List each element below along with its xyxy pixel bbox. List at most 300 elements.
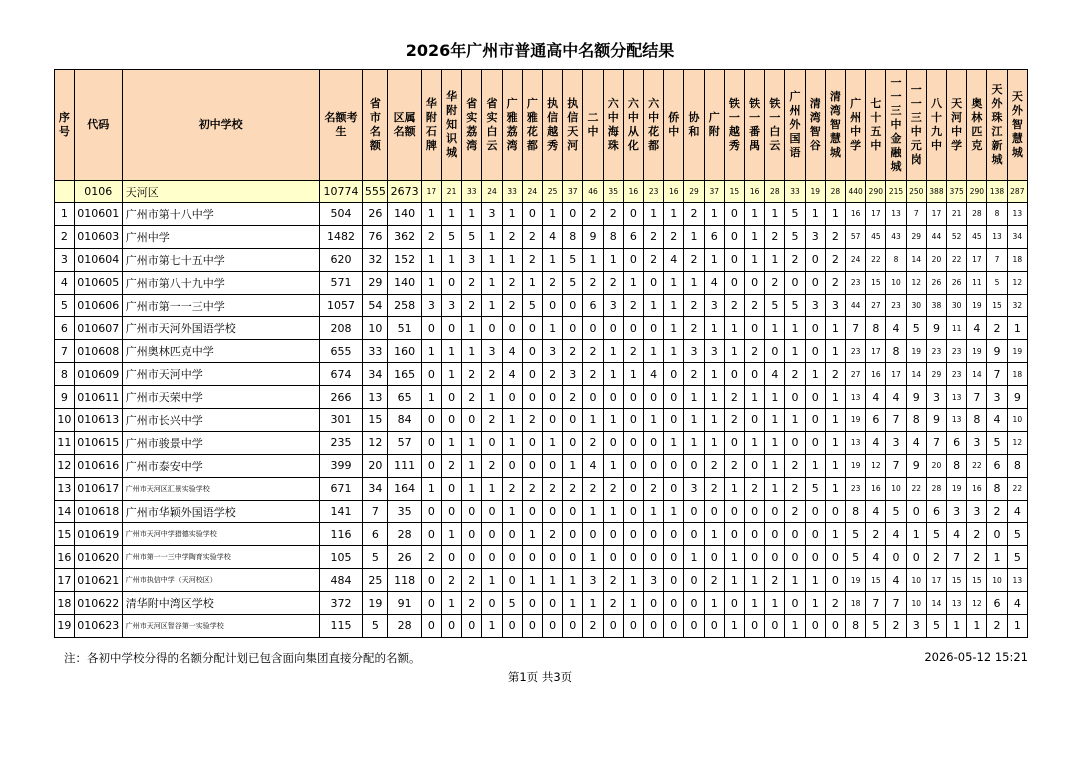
row-target-value: 4 bbox=[866, 546, 886, 569]
row-exam-count: 399 bbox=[319, 454, 363, 477]
row-target-value: 0 bbox=[603, 317, 623, 340]
row-exam-count: 674 bbox=[319, 363, 363, 386]
row-target-value: 23 bbox=[926, 340, 946, 363]
row-target-value: 0 bbox=[644, 592, 664, 615]
row-target-value: 6 bbox=[926, 500, 946, 523]
row-target-value: 0 bbox=[482, 546, 502, 569]
row-target-value: 0 bbox=[644, 386, 664, 409]
district-target-value: 35 bbox=[603, 181, 623, 203]
row-target-value: 0 bbox=[623, 203, 643, 226]
district-target-value: 375 bbox=[947, 181, 967, 203]
row-target-value: 4 bbox=[502, 340, 522, 363]
header-city-quota: 省市名额 bbox=[363, 70, 388, 181]
row-target-value: 0 bbox=[441, 409, 461, 432]
row-code: 010618 bbox=[74, 500, 122, 523]
row-target-value: 0 bbox=[805, 409, 825, 432]
row-target-value: 5 bbox=[785, 294, 805, 317]
row-target-value: 7 bbox=[866, 592, 886, 615]
row-target-value: 1 bbox=[704, 409, 724, 432]
row-exam-count: 235 bbox=[319, 431, 363, 454]
row-target-value: 1 bbox=[522, 569, 542, 592]
row-target-value: 1 bbox=[603, 340, 623, 363]
row-target-value: 0 bbox=[603, 546, 623, 569]
row-target-value: 1 bbox=[745, 386, 765, 409]
row-target-value: 4 bbox=[987, 409, 1007, 432]
row-target-value: 0 bbox=[603, 523, 623, 546]
row-target-value: 2 bbox=[462, 271, 482, 294]
row-target-value: 0 bbox=[724, 500, 744, 523]
row-target-value: 0 bbox=[745, 523, 765, 546]
row-target-value: 19 bbox=[967, 294, 987, 317]
row-target-value: 1 bbox=[664, 317, 684, 340]
row-target-value: 1 bbox=[664, 340, 684, 363]
row-target-value: 0 bbox=[724, 523, 744, 546]
district-target-value: 15 bbox=[724, 181, 744, 203]
row-target-value: 1 bbox=[987, 546, 1007, 569]
row-target-value: 0 bbox=[542, 546, 562, 569]
row-target-value: 1 bbox=[502, 500, 522, 523]
header-target-12: 侨中 bbox=[664, 70, 684, 181]
row-exam-count: 301 bbox=[319, 409, 363, 432]
row-target-value: 0 bbox=[522, 500, 542, 523]
row-code: 010622 bbox=[74, 592, 122, 615]
row-target-value: 0 bbox=[441, 500, 461, 523]
row-seq: 17 bbox=[55, 569, 75, 592]
row-target-value: 0 bbox=[805, 615, 825, 638]
row-seq: 6 bbox=[55, 317, 75, 340]
row-target-value: 45 bbox=[967, 225, 987, 248]
row-target-value: 2 bbox=[583, 477, 603, 500]
header-target-14: 广附 bbox=[704, 70, 724, 181]
row-target-value: 0 bbox=[522, 454, 542, 477]
table-row bbox=[55, 431, 1028, 454]
district-target-value: 21 bbox=[441, 181, 461, 203]
row-target-value: 3 bbox=[482, 340, 502, 363]
row-target-value: 5 bbox=[886, 500, 906, 523]
row-target-value: 0 bbox=[603, 615, 623, 638]
row-target-value: 0 bbox=[906, 546, 926, 569]
row-target-value: 2 bbox=[684, 203, 704, 226]
row-target-value: 0 bbox=[825, 615, 845, 638]
row-target-value: 0 bbox=[522, 203, 542, 226]
row-target-value: 1 bbox=[785, 569, 805, 592]
row-target-value: 1 bbox=[421, 340, 441, 363]
row-target-value: 0 bbox=[623, 477, 643, 500]
row-target-value: 5 bbox=[846, 523, 866, 546]
row-target-value: 7 bbox=[846, 317, 866, 340]
row-target-value: 2 bbox=[482, 409, 502, 432]
row-target-value: 0 bbox=[664, 477, 684, 500]
row-target-value: 1 bbox=[765, 203, 785, 226]
row-target-value: 4 bbox=[502, 363, 522, 386]
row-target-value: 1 bbox=[482, 615, 502, 638]
row-target-value: 2 bbox=[462, 592, 482, 615]
row-target-value: 0 bbox=[563, 546, 583, 569]
row-target-value: 27 bbox=[846, 363, 866, 386]
row-target-value: 0 bbox=[664, 592, 684, 615]
row-target-value: 0 bbox=[785, 386, 805, 409]
row-target-value: 0 bbox=[542, 615, 562, 638]
row-target-value: 8 bbox=[967, 409, 987, 432]
row-target-value: 23 bbox=[846, 271, 866, 294]
row-target-value: 8 bbox=[987, 477, 1007, 500]
row-target-value: 1 bbox=[704, 431, 724, 454]
row-target-value: 2 bbox=[785, 477, 805, 500]
row-target-value: 5 bbox=[866, 615, 886, 638]
row-target-value: 10 bbox=[906, 569, 926, 592]
row-target-value: 30 bbox=[947, 294, 967, 317]
row-target-value: 1 bbox=[644, 203, 664, 226]
row-target-value: 5 bbox=[563, 271, 583, 294]
row-target-value: 4 bbox=[1007, 500, 1027, 523]
row-target-value: 0 bbox=[785, 523, 805, 546]
row-target-value: 2 bbox=[765, 569, 785, 592]
row-target-value: 0 bbox=[421, 569, 441, 592]
row-target-value: 5 bbox=[441, 225, 461, 248]
row-target-value: 1 bbox=[664, 294, 684, 317]
row-target-value: 2 bbox=[522, 248, 542, 271]
district-target-value: 33 bbox=[785, 181, 805, 203]
row-target-value: 0 bbox=[664, 615, 684, 638]
row-school: 广州市第十八中学 bbox=[122, 203, 319, 226]
row-target-value: 1 bbox=[785, 409, 805, 432]
row-target-value: 6 bbox=[704, 225, 724, 248]
table-row bbox=[55, 386, 1028, 409]
row-target-value: 1 bbox=[623, 363, 643, 386]
row-target-value: 1 bbox=[563, 454, 583, 477]
row-target-value: 5 bbox=[805, 477, 825, 500]
row-target-value: 0 bbox=[421, 500, 441, 523]
district-name: 天河区 bbox=[122, 181, 319, 203]
row-target-value: 2 bbox=[603, 569, 623, 592]
row-district-quota: 35 bbox=[388, 500, 421, 523]
row-code: 010615 bbox=[74, 431, 122, 454]
row-target-value: 3 bbox=[684, 477, 704, 500]
row-district-quota: 26 bbox=[388, 546, 421, 569]
header-target-11: 六中花都 bbox=[644, 70, 664, 181]
row-target-value: 15 bbox=[866, 271, 886, 294]
district-target-value: 440 bbox=[846, 181, 866, 203]
row-target-value: 1 bbox=[684, 271, 704, 294]
row-district-quota: 140 bbox=[388, 271, 421, 294]
row-target-value: 45 bbox=[866, 225, 886, 248]
row-target-value: 15 bbox=[947, 569, 967, 592]
row-target-value: 1 bbox=[745, 569, 765, 592]
row-target-value: 28 bbox=[967, 203, 987, 226]
row-target-value: 19 bbox=[846, 454, 866, 477]
row-seq: 8 bbox=[55, 363, 75, 386]
row-target-value: 16 bbox=[866, 477, 886, 500]
row-target-value: 0 bbox=[644, 523, 664, 546]
row-target-value: 2 bbox=[583, 203, 603, 226]
header-target-10: 六中从化 bbox=[623, 70, 643, 181]
row-target-value: 2 bbox=[724, 386, 744, 409]
row-target-value: 14 bbox=[906, 363, 926, 386]
row-target-value: 7 bbox=[886, 409, 906, 432]
row-target-value: 15 bbox=[987, 294, 1007, 317]
row-target-value: 2 bbox=[462, 569, 482, 592]
header-target-4: 广雅荔湾 bbox=[502, 70, 522, 181]
row-target-value: 20 bbox=[926, 248, 946, 271]
row-target-value: 0 bbox=[522, 592, 542, 615]
district-target-value: 37 bbox=[704, 181, 724, 203]
row-target-value: 5 bbox=[563, 248, 583, 271]
row-target-value: 22 bbox=[1007, 477, 1027, 500]
row-target-value: 0 bbox=[724, 363, 744, 386]
row-target-value: 0 bbox=[441, 477, 461, 500]
district-target-value: 388 bbox=[926, 181, 946, 203]
row-target-value: 0 bbox=[684, 523, 704, 546]
row-target-value: 0 bbox=[664, 454, 684, 477]
row-target-value: 0 bbox=[745, 317, 765, 340]
row-target-value: 0 bbox=[542, 500, 562, 523]
row-seq: 10 bbox=[55, 409, 75, 432]
row-target-value: 0 bbox=[522, 431, 542, 454]
header-target-27: 奥林匹克 bbox=[967, 70, 987, 181]
row-target-value: 12 bbox=[1007, 271, 1027, 294]
row-code: 010609 bbox=[74, 363, 122, 386]
row-target-value: 0 bbox=[664, 409, 684, 432]
row-target-value: 0 bbox=[765, 546, 785, 569]
row-school: 广州市第八十九中学 bbox=[122, 271, 319, 294]
row-target-value: 0 bbox=[644, 454, 664, 477]
row-code: 010606 bbox=[74, 294, 122, 317]
row-target-value: 1 bbox=[724, 317, 744, 340]
row-target-value: 1 bbox=[684, 546, 704, 569]
row-target-value: 1 bbox=[724, 615, 744, 638]
row-target-value: 0 bbox=[502, 546, 522, 569]
row-target-value: 2 bbox=[542, 363, 562, 386]
row-school: 广州市执信中学（天河校区） bbox=[122, 569, 319, 592]
row-target-value: 30 bbox=[906, 294, 926, 317]
row-target-value: 3 bbox=[583, 569, 603, 592]
row-target-value: 6 bbox=[866, 409, 886, 432]
row-target-value: 5 bbox=[765, 294, 785, 317]
row-target-value: 0 bbox=[502, 317, 522, 340]
table-row bbox=[55, 340, 1028, 363]
row-code: 010603 bbox=[74, 225, 122, 248]
row-target-value: 0 bbox=[664, 386, 684, 409]
row-target-value: 1 bbox=[583, 248, 603, 271]
row-target-value: 2 bbox=[704, 477, 724, 500]
district-target-value: 23 bbox=[644, 181, 664, 203]
row-target-value: 1 bbox=[825, 340, 845, 363]
row-target-value: 0 bbox=[623, 431, 643, 454]
row-city-quota: 13 bbox=[363, 386, 388, 409]
table-row bbox=[55, 477, 1028, 500]
row-city-quota: 10 bbox=[363, 317, 388, 340]
row-target-value: 0 bbox=[664, 569, 684, 592]
row-target-value: 0 bbox=[441, 317, 461, 340]
row-target-value: 2 bbox=[987, 500, 1007, 523]
table-row bbox=[55, 294, 1028, 317]
row-target-value: 12 bbox=[967, 592, 987, 615]
row-target-value: 2 bbox=[563, 386, 583, 409]
row-target-value: 0 bbox=[421, 431, 441, 454]
row-target-value: 1 bbox=[482, 477, 502, 500]
row-target-value: 0 bbox=[765, 523, 785, 546]
row-exam-count: 116 bbox=[319, 523, 363, 546]
row-target-value: 0 bbox=[745, 546, 765, 569]
row-target-value: 3 bbox=[825, 294, 845, 317]
row-target-value: 2 bbox=[785, 500, 805, 523]
row-target-value: 1 bbox=[623, 271, 643, 294]
row-school: 广州市天河区智谷第一实验学校 bbox=[122, 615, 319, 638]
row-target-value: 8 bbox=[563, 225, 583, 248]
row-target-value: 1 bbox=[805, 203, 825, 226]
row-target-value: 1 bbox=[684, 431, 704, 454]
row-target-value: 0 bbox=[462, 500, 482, 523]
row-school: 广州市华颖外国语学校 bbox=[122, 500, 319, 523]
row-target-value: 1 bbox=[441, 363, 461, 386]
row-target-value: 1 bbox=[704, 523, 724, 546]
row-target-value: 2 bbox=[745, 477, 765, 500]
row-target-value: 2 bbox=[967, 523, 987, 546]
row-code: 010621 bbox=[74, 569, 122, 592]
row-target-value: 1 bbox=[785, 340, 805, 363]
row-target-value: 3 bbox=[441, 294, 461, 317]
row-target-value: 17 bbox=[866, 203, 886, 226]
header-exam-count: 名额考生 bbox=[319, 70, 363, 181]
row-target-value: 1 bbox=[462, 340, 482, 363]
row-target-value: 18 bbox=[1007, 248, 1027, 271]
print-timestamp: 2026-05-12 15:21 bbox=[924, 650, 1028, 664]
row-target-value: 34 bbox=[1007, 225, 1027, 248]
row-code: 010620 bbox=[74, 546, 122, 569]
row-target-value: 19 bbox=[846, 569, 866, 592]
row-target-value: 0 bbox=[522, 340, 542, 363]
row-target-value: 4 bbox=[542, 225, 562, 248]
row-city-quota: 12 bbox=[363, 431, 388, 454]
row-target-value: 43 bbox=[886, 225, 906, 248]
row-target-value: 6 bbox=[947, 431, 967, 454]
row-target-value: 0 bbox=[441, 271, 461, 294]
header-target-21: 广州中学 bbox=[846, 70, 866, 181]
row-target-value: 0 bbox=[805, 248, 825, 271]
row-city-quota: 5 bbox=[363, 546, 388, 569]
row-target-value: 1 bbox=[563, 592, 583, 615]
row-target-value: 2 bbox=[482, 454, 502, 477]
row-target-value: 11 bbox=[947, 317, 967, 340]
row-target-value: 2 bbox=[684, 317, 704, 340]
district-target-value: 17 bbox=[421, 181, 441, 203]
row-target-value: 19 bbox=[906, 340, 926, 363]
row-school: 广州市天河中学猎德实验学校 bbox=[122, 523, 319, 546]
row-target-value: 2 bbox=[502, 271, 522, 294]
row-target-value: 1 bbox=[724, 340, 744, 363]
row-target-value: 13 bbox=[846, 386, 866, 409]
row-school: 广州市第七十五中学 bbox=[122, 248, 319, 271]
row-target-value: 2 bbox=[623, 340, 643, 363]
row-target-value: 19 bbox=[846, 409, 866, 432]
row-target-value: 5 bbox=[462, 225, 482, 248]
header-target-23: 一一三中金融城 bbox=[886, 70, 906, 181]
row-target-value: 1 bbox=[704, 386, 724, 409]
row-target-value: 0 bbox=[684, 615, 704, 638]
row-target-value: 0 bbox=[462, 523, 482, 546]
header-target-16: 铁一番禺 bbox=[745, 70, 765, 181]
row-target-value: 5 bbox=[785, 225, 805, 248]
row-target-value: 2 bbox=[644, 248, 664, 271]
row-target-value: 13 bbox=[947, 409, 967, 432]
row-target-value: 0 bbox=[745, 363, 765, 386]
row-seq: 15 bbox=[55, 523, 75, 546]
row-target-value: 1 bbox=[482, 225, 502, 248]
table-row bbox=[55, 523, 1028, 546]
row-target-value: 0 bbox=[644, 271, 664, 294]
row-target-value: 0 bbox=[522, 546, 542, 569]
row-target-value: 2 bbox=[421, 546, 441, 569]
table-row bbox=[55, 225, 1028, 248]
row-target-value: 0 bbox=[745, 271, 765, 294]
header-target-13: 协和 bbox=[684, 70, 704, 181]
row-school: 广州奥林匹克中学 bbox=[122, 340, 319, 363]
row-target-value: 1 bbox=[583, 500, 603, 523]
row-target-value: 2 bbox=[522, 225, 542, 248]
row-target-value: 3 bbox=[886, 431, 906, 454]
row-target-value: 4 bbox=[886, 523, 906, 546]
row-target-value: 1 bbox=[542, 317, 562, 340]
row-target-value: 0 bbox=[522, 615, 542, 638]
row-target-value: 0 bbox=[421, 454, 441, 477]
district-target-value: 290 bbox=[866, 181, 886, 203]
row-exam-count: 372 bbox=[319, 592, 363, 615]
row-seq: 11 bbox=[55, 431, 75, 454]
table-row bbox=[55, 454, 1028, 477]
row-target-value: 2 bbox=[684, 248, 704, 271]
row-target-value: 9 bbox=[987, 340, 1007, 363]
header-target-25: 八十九中 bbox=[926, 70, 946, 181]
row-target-value: 0 bbox=[563, 500, 583, 523]
row-target-value: 1 bbox=[805, 569, 825, 592]
row-exam-count: 620 bbox=[319, 248, 363, 271]
row-city-quota: 19 bbox=[363, 592, 388, 615]
row-target-value: 0 bbox=[542, 592, 562, 615]
row-target-value: 1 bbox=[704, 363, 724, 386]
row-target-value: 1 bbox=[441, 523, 461, 546]
row-target-value: 1 bbox=[644, 409, 664, 432]
row-target-value: 4 bbox=[583, 454, 603, 477]
row-target-value: 1 bbox=[644, 500, 664, 523]
row-target-value: 2 bbox=[926, 546, 946, 569]
row-target-value: 7 bbox=[947, 546, 967, 569]
row-target-value: 1 bbox=[765, 317, 785, 340]
row-target-value: 0 bbox=[765, 500, 785, 523]
row-target-value: 2 bbox=[583, 363, 603, 386]
row-target-value: 2 bbox=[563, 477, 583, 500]
row-target-value: 2 bbox=[684, 294, 704, 317]
row-target-value: 7 bbox=[906, 203, 926, 226]
row-target-value: 2 bbox=[583, 615, 603, 638]
row-target-value: 0 bbox=[724, 271, 744, 294]
district-target-value: 287 bbox=[1007, 181, 1027, 203]
row-target-value: 0 bbox=[482, 592, 502, 615]
row-exam-count: 504 bbox=[319, 203, 363, 226]
row-target-value: 9 bbox=[926, 409, 946, 432]
row-target-value: 2 bbox=[785, 248, 805, 271]
row-target-value: 32 bbox=[1007, 294, 1027, 317]
row-code: 010601 bbox=[74, 203, 122, 226]
header-target-19: 清湾智谷 bbox=[805, 70, 825, 181]
row-target-value: 1 bbox=[462, 477, 482, 500]
row-target-value: 0 bbox=[765, 615, 785, 638]
page-title: 2026年广州市普通高中名额分配结果 bbox=[405, 41, 675, 60]
row-target-value: 44 bbox=[846, 294, 866, 317]
row-target-value: 2 bbox=[724, 454, 744, 477]
row-target-value: 1 bbox=[825, 386, 845, 409]
row-target-value: 22 bbox=[947, 248, 967, 271]
district-target-value: 16 bbox=[664, 181, 684, 203]
